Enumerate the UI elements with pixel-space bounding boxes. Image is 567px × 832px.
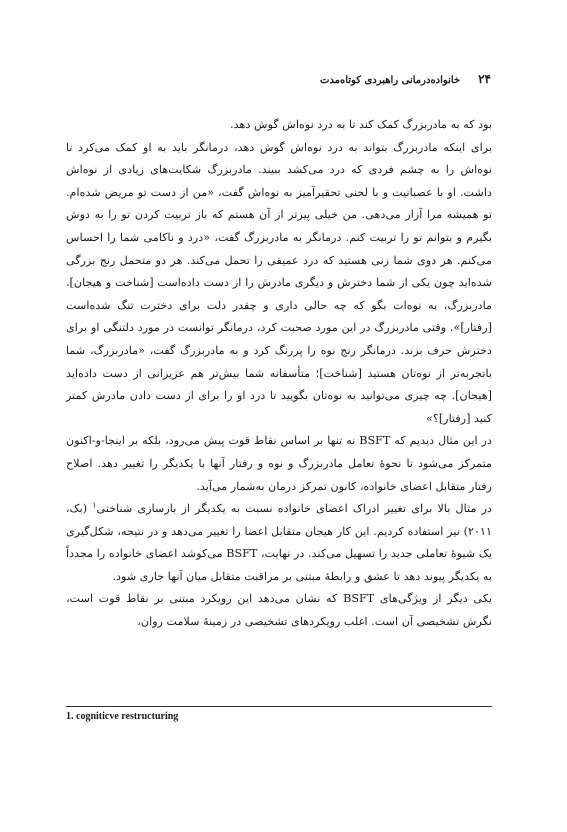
footnote: 1. cogniticve restructuring	[66, 711, 179, 722]
paragraph-4	[66, 498, 492, 588]
paragraph-2: برای اینکه مادربزرگ بتواند به درد نوه‌اش گوش دهد، درمانگر باید به او کمک می‌کرد تا نوه‌اش را به چشم فردی که درد می‌کشد ببیند. مادربزرگ شکایت‌های زیادی از نوه‌اش داشت. او با عصبانیت و با لحنی تحقیرآمیز به نوه‌اش گفت، «من از دست تو مریض شده‌ام. تو همیشه مرا آزار می‌دهی. من خیلی پیرتر از آن هستم که باز تربیت کردن تو را به دوش بگیرم و بتوانم تو را تربیت کنم. درمانگر به مادربزرگ گفت، «درد و ناکامی شما را احساس می‌کنم. هر دوی شما زنی هستید که درد عمیقی را تحمل می‌کند. هر دو متحمل رنج بزرگی شده‌اید چون یکی از شما دخترش و دیگری مادرش را از دست داده‌است [شناخت و هیجان]. مادربزرگ، به نوه‌ات بگو که چه حالی داری و چقدر دلت برای دخترت تنگ شده‌است [رفتار]». وقتی مادربزرگ در این مورد صحبت کرد، درمانگر توانست در مورد دلتنگی او برای دخترش حرف بزند. درمانگر رنج نوه را پررنگ کرد و به مادربزرگ گفت، «مادربزرگ، شما باتجربه‌تر از نوه‌تان هستید [شناخت]؛ متأسفانه شما بیش‌تر هم عزیزانی از دست داده‌اید [هیجان]. چه چیزی می‌توانید به نوه‌تان بگویید تا درد او را برای از دست دادن مادرش کمتر کنید [رفتار]؟»	[66, 140, 492, 425]
footnote-divider	[66, 706, 492, 707]
footnote-marker: ۱	[92, 500, 97, 510]
running-title: خانواده‌درمانی راهبردی کوتاه‌مدت	[319, 75, 461, 86]
page-number: ۲۴	[478, 72, 491, 86]
paragraph-4-text-a: در مثال بالا برای تغییر ادراک اعضای خانواده نسبت به یکدیگر از بازسازی شناختی	[96, 502, 492, 516]
running-head	[105, 72, 491, 88]
paragraph-5: یکی دیگر از ویژگی‌های BSFT که نشان می‌دهد این رویکرد مبتنی بر نقاط قوت است، نگرش تشخیصی آن است. اغلب رویکردهای تشخیصی در زمینهٔ سلامت روان،	[66, 592, 492, 629]
paragraph-3: در این مثال دیدیم که BSFT نه تنها بر اساس نقاط قوت پیش می‌رود، بلکه بر اینجا-و-اکنون متمرکز می‌شود تا نحوهٔ تعامل مادربزرگ و نوه و رفتار آنها با یکدیگر را تغییر دهد. اصلاح رفتار متقابل اعضای خانواده، کانون تمرکز درمان به‌شمار می‌آید.	[66, 434, 492, 493]
paragraph-4-text-b: (بک، ۲۰۱۱) نیز استفاده کردیم. این کار هیجان متقابل اعضا را تغییر می‌دهد و در نتیجه، شکل‌گیری یک شیوهٔ تعاملی جدید را تسهیل می‌کند. در نهایت، BSFT می‌کوشد اعضای خانواده را مجدداً به یکدیگر پیوند دهد تا عشق و رابطهٔ مبتنی بر مراقبت متقابل میان آنها جاری شود.	[66, 502, 492, 583]
paragraph-1: بود که به مادربزرگ کمک کند تا به درد نوه‌اش گوش دهد.	[230, 118, 492, 131]
body-text	[66, 114, 492, 634]
